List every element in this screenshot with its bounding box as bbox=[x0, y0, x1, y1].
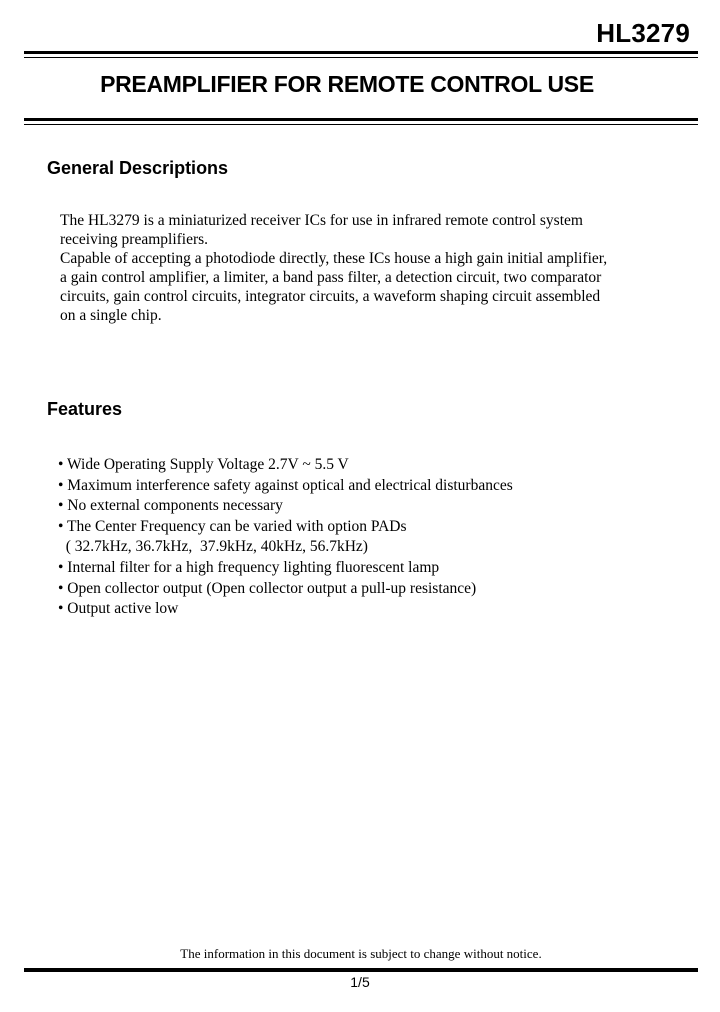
feature-item: • Maximum interference safety against optical and electrical disturbances bbox=[58, 476, 513, 494]
header-rule-thin bbox=[24, 57, 698, 58]
feature-item: • Internal filter for a high frequency lighting fluorescent lamp bbox=[58, 558, 440, 576]
feature-item: ( 32.7kHz, 36.7kHz, 37.9kHz, 40kHz, 56.7kHz) bbox=[58, 538, 368, 556]
description-line: circuits, gain control circuits, integrator circuits, a waveform shaping circuit assembled bbox=[60, 288, 601, 305]
title-rule-thin bbox=[24, 124, 698, 125]
feature-item: • The Center Frequency can be varied with option PADs bbox=[58, 517, 407, 535]
part-number: HL3279 bbox=[596, 18, 690, 48]
feature-item: • Wide Operating Supply Voltage 2.7V ~ 5.5 V bbox=[58, 456, 349, 473]
description-line: Capable of accepting a photodiode directly, these ICs house a high gain initial amplifier, bbox=[60, 250, 608, 267]
feature-item: • Open collector output (Open collector output a pull-up resistance) bbox=[58, 579, 477, 597]
description-line: on a single chip. bbox=[60, 307, 162, 324]
feature-item: • Output active low bbox=[58, 600, 179, 618]
description-line: The HL3279 is a miniaturized receiver ICs for use in infrared remote control system bbox=[60, 212, 583, 229]
footer-rule bbox=[24, 968, 698, 972]
title-rule-thick bbox=[24, 118, 698, 121]
description-line: a gain control amplifier, a limiter, a band pass filter, a detection circuit, two comparator bbox=[60, 269, 602, 286]
description-line: receiving preamplifiers. bbox=[60, 231, 209, 248]
page-number: 1/5 bbox=[350, 974, 370, 990]
features-list bbox=[58, 455, 658, 620]
features-heading: Features bbox=[47, 399, 123, 419]
header-rule-thick bbox=[24, 51, 698, 54]
feature-item: • No external components necessary bbox=[58, 497, 283, 515]
general-descriptions-body bbox=[60, 211, 660, 325]
document-title: PREAMPLIFIER FOR REMOTE CONTROL USE bbox=[100, 71, 594, 97]
footer-notice: The information in this document is subject to change without notice. bbox=[180, 946, 542, 961]
general-descriptions-heading: General Descriptions bbox=[47, 158, 229, 178]
